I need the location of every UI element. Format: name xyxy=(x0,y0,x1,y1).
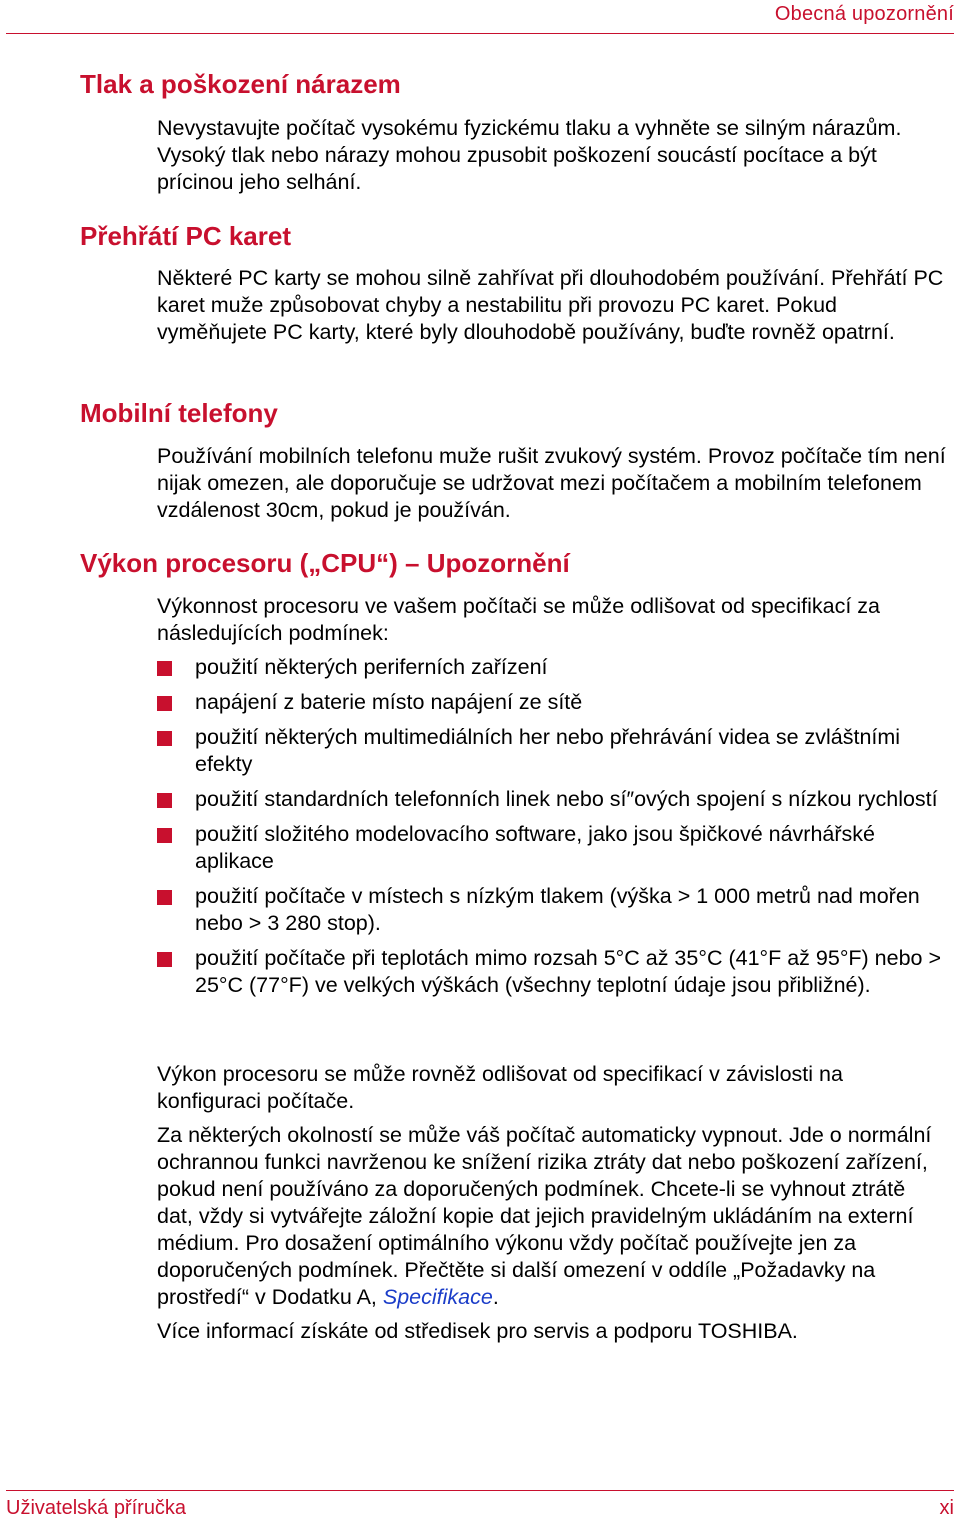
paragraph-cpu-intro: Výkonnost procesoru ve vašem počítači se může odlišovat od specifikací za následujících podmínek: xyxy=(157,594,880,645)
list-item-text: použití počítače při teplotách mimo rozsah 5°C až 35°C (41°F až 95°F) nebo > 25°C (77°F) ve velkých výškách (všechny teplotní údaje jsou přibližné). xyxy=(195,946,942,997)
list-item-text: použití počítače v místech s nízkým tlakem (výška > 1 000 metrů nad mořen nebo > 3 280 stop). xyxy=(195,884,920,935)
heading-tlak: Tlak a poškození nárazem xyxy=(80,69,401,99)
paragraph-pc-karty: Některé PC karty se mohou silně zahřívat při dlouhodobém používání. Přehřátí PC karet muže způsobovat chyby a nestabilitu při provozu PC karet. Pokud vyměňujete PC karty, které byly dlouhodobě používány, buďte rovněž opatrní. xyxy=(157,266,944,344)
list-item xyxy=(157,724,952,778)
heading-cpu: Výkon procesoru („CPU“) – Upozornění xyxy=(80,548,570,578)
paragraph-cpu-support: Více informací získáte od středisek pro servis a podporu TOSHIBA. xyxy=(157,1319,798,1343)
list-item xyxy=(157,689,952,716)
list-item-text: použití standardních telefonních linek nebo sí″ových spojení s nízkou rychlostí xyxy=(195,787,938,811)
footer-divider xyxy=(6,1490,954,1491)
square-bullet-icon xyxy=(157,731,172,746)
square-bullet-icon xyxy=(157,661,172,676)
paragraph-tlak: Nevystavujte počítač vysokému fyzickému tlaku a vyhněte se silným nárazům. Vysoký tlak nebo nárazy mohou zpusobit poškození soucástí pocítace a být prícinou jeho selhání. xyxy=(157,116,902,194)
specifikace-link[interactable]: Specifikace xyxy=(382,1285,493,1309)
footer-manual-title: Uživatelská příručka xyxy=(6,1497,187,1519)
square-bullet-icon xyxy=(157,952,172,967)
square-bullet-icon xyxy=(157,696,172,711)
list-item-text: použití některých periferních zařízení xyxy=(195,655,548,679)
paragraph-telefony: Používání mobilních telefonu muže rušit zvukový systém. Provoz počítače tím není nijak omezen, ale doporučuje se udržovat mezi počítačem a mobilním telefonem vzdálenost 30cm, pokud je používán. xyxy=(157,444,946,522)
paragraph-cpu-shutdown-text: Za některých okolností se může váš počítač automaticky vypnout. Jde o normální ochrannou funkci navrženou ke snížení rizika ztráty dat nebo poškození zařízení, pokud není používáno za doporučených podmínek. Chcete-li se vyhnout ztrátě dat, vždy si vytvářejte záložní kopie dat jejich pravidelným ukládáním na externí médium. Pro dosažení optimálního výkonu vždy počítač používejte jen za doporučených podmínek. Přečtěte si další omezení v oddíle „Požadavky na prostředí“ v Dodatku A, xyxy=(157,1123,932,1309)
page-number: xi xyxy=(939,1497,954,1519)
heading-pc-karty: Přehřátí PC karet xyxy=(80,221,291,251)
paragraph-cpu-shutdown xyxy=(157,1122,947,1311)
running-header: Obecná upozornění xyxy=(774,3,954,25)
list-item-text: použití složitého modelovacího software, jako jsou špičkové návrhářské aplikace xyxy=(195,822,875,873)
heading-telefony: Mobilní telefony xyxy=(80,398,278,428)
list-item xyxy=(157,654,952,681)
list-item xyxy=(157,786,952,813)
list-item xyxy=(157,883,952,937)
list-item xyxy=(157,945,952,999)
paragraph-cpu-shutdown-end: . xyxy=(492,1285,499,1309)
cpu-conditions-list xyxy=(157,654,952,1007)
list-item xyxy=(157,821,952,875)
header-divider xyxy=(6,33,954,34)
square-bullet-icon xyxy=(157,793,172,808)
paragraph-cpu-config: Výkon procesoru se může rovněž odlišovat od specifikací v závislosti na konfiguraci počítače. xyxy=(157,1062,843,1113)
square-bullet-icon xyxy=(157,890,172,905)
list-item-text: napájení z baterie místo napájení ze sítě xyxy=(195,690,583,714)
square-bullet-icon xyxy=(157,828,172,843)
list-item-text: použití některých multimediálních her nebo přehrávání videa se zvláštními efekty xyxy=(195,725,901,776)
